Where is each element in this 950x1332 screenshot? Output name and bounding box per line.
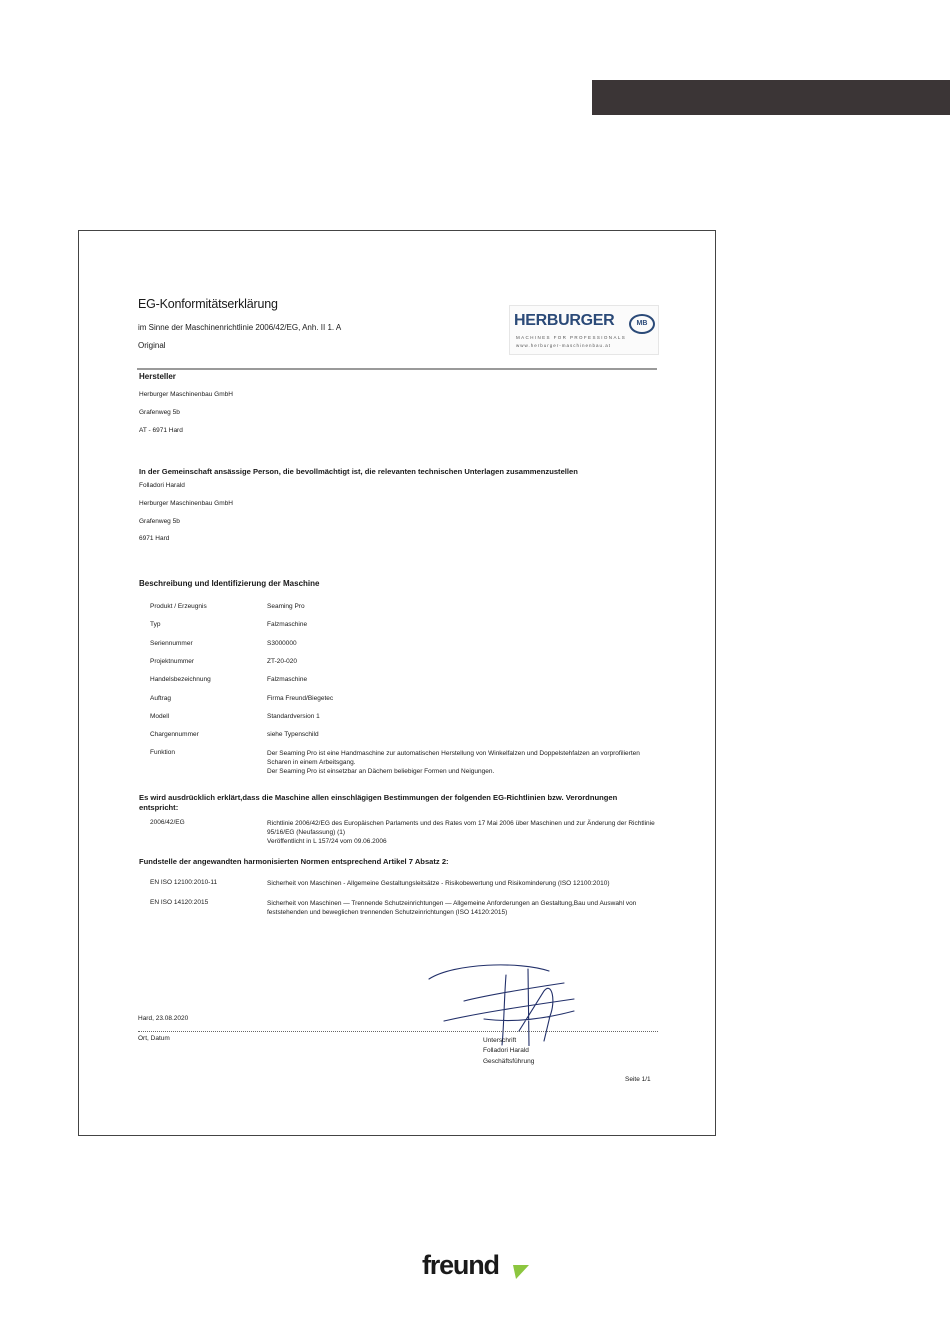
norm-code: EN ISO 12100:2010-11 [150,879,218,886]
place-date: Hard, 23.08.2020 [138,1015,189,1022]
logo-tagline: MACHINES FOR PROFESSIONALS [516,335,627,340]
signature [424,961,584,1046]
machine-row-label: Handelsbezeichnung [150,676,211,683]
machine-row-value: Falzmaschine [267,621,308,628]
representative-heading: In der Gemeinschaft ansässige Person, die bevollmächtigt ist, die relevanten technischen Unterlagen zusammenzustellen [139,467,578,476]
directive-code: 2006/42/EG [150,819,185,826]
machine-row-value: Standardversion 1 [267,713,320,720]
machine-row-value: Seaming Pro [267,603,305,610]
manufacturer-line: AT - 6971 Hard [139,427,183,434]
place-date-label: Ort, Datum [138,1035,170,1042]
norms-heading: Fundstelle der angewandten harmonisierten Normen entsprechend Artikel 7 Absatz 2: [139,857,449,866]
machine-function-extra: Der Seaming Pro ist einsetzbar an Dächern beliebiger Formen und Neigungen. [267,768,495,775]
signatory-role: Geschäftsführung [483,1058,535,1065]
directives-heading: Es wird ausdrücklich erklärt,dass die Maschine allen einschlägigen Bestimmungen der folgenden EG-Richtlinien bzw. Verordnungen entspricht: [139,793,618,812]
original-label: Original [138,341,166,350]
document-title: EG-Konformitätserklärung [138,297,278,311]
machine-row-label: Auftrag [150,695,171,702]
norm-code: EN ISO 14120:2015 [150,899,209,906]
machine-row-value: Firma Freund/Biegetec [267,695,334,702]
machine-function-text: Der Seaming Pro ist eine Handmaschine zur automatischen Herstellung von Winkelfalzen und Doppelstehfalzen an vorprofilierten Scharen in einem Arbeitsgang. [267,750,640,766]
machine-row-label: Produkt / Erzeugnis [150,603,207,610]
machine-row-value: Falzmaschine [267,676,308,683]
signature-line [138,1031,658,1032]
freund-logo-text: freund [422,1250,499,1280]
norm-text: Sicherheit von Maschinen — Trennende Schutzeinrichtungen — Allgemeine Anforderungen an Gestaltung,Bau und Auswahl von feststehenden und beweglichen trennenden Schutzeinrichtungen (ISO 14120:2015) [267,900,637,916]
machine-row-value: S3000000 [267,640,297,647]
directive-text: Richtlinie 2006/42/EG des Europäischen Parlaments und des Rates vom 17 Mai 2006 über Maschinen und zur Änderung der Richtlinie 95/16/EG (Neufassung) (1) [267,820,655,836]
conformity-declaration-document [78,230,716,1136]
representative-line: 6971 Hard [139,535,170,542]
representative-line: Grafenweg 5b [139,518,180,525]
machine-row-label: Typ [150,621,161,628]
norm-text: Sicherheit von Maschinen - Allgemeine Gestaltungsleitsätze - Risikobewertung und Risikominderung (ISO 12100:2010) [267,880,610,887]
machine-row-label: Funktion [150,749,175,756]
representative-line: Herburger Maschinenbau GmbH [139,500,233,507]
logo-badge: MB [629,314,655,334]
signatory-name: Folladori Harald [483,1047,529,1054]
freund-logo [422,1250,532,1284]
machine-row-label: Seriennummer [150,640,193,647]
directive-published: Veröffentlicht in L 157/24 vom 09.06.2006 [267,838,387,845]
logo-brand: HERBURGER [514,312,615,329]
machine-row-value: siehe Typenschild [267,731,319,738]
machine-row-value: ZT-20-020 [267,658,297,665]
herburger-logo [509,305,659,355]
document-subtitle: im Sinne der Maschinenrichtlinie 2006/42/EG, Anh. II 1. A [138,323,342,332]
machine-row-label: Projektnummer [150,658,195,665]
page-number: Seite 1/1 [625,1076,651,1083]
machine-row-label: Chargennummer [150,731,199,738]
freund-logo-arrow-icon [513,1265,529,1281]
representative-line: Folladori Harald [139,482,185,489]
header-divider [137,368,657,370]
machine-heading: Beschreibung und Identifizierung der Maschine [139,579,320,588]
manufacturer-line: Herburger Maschinenbau GmbH [139,391,233,398]
logo-url: www.herburger-maschinenbau.at [516,343,612,348]
manufacturer-heading: Hersteller [139,372,176,381]
signature-label: Unterschrift [483,1037,517,1044]
manufacturer-line: Grafenweg 5b [139,409,180,416]
machine-row-label: Modell [150,713,170,720]
header-bar [592,80,950,115]
